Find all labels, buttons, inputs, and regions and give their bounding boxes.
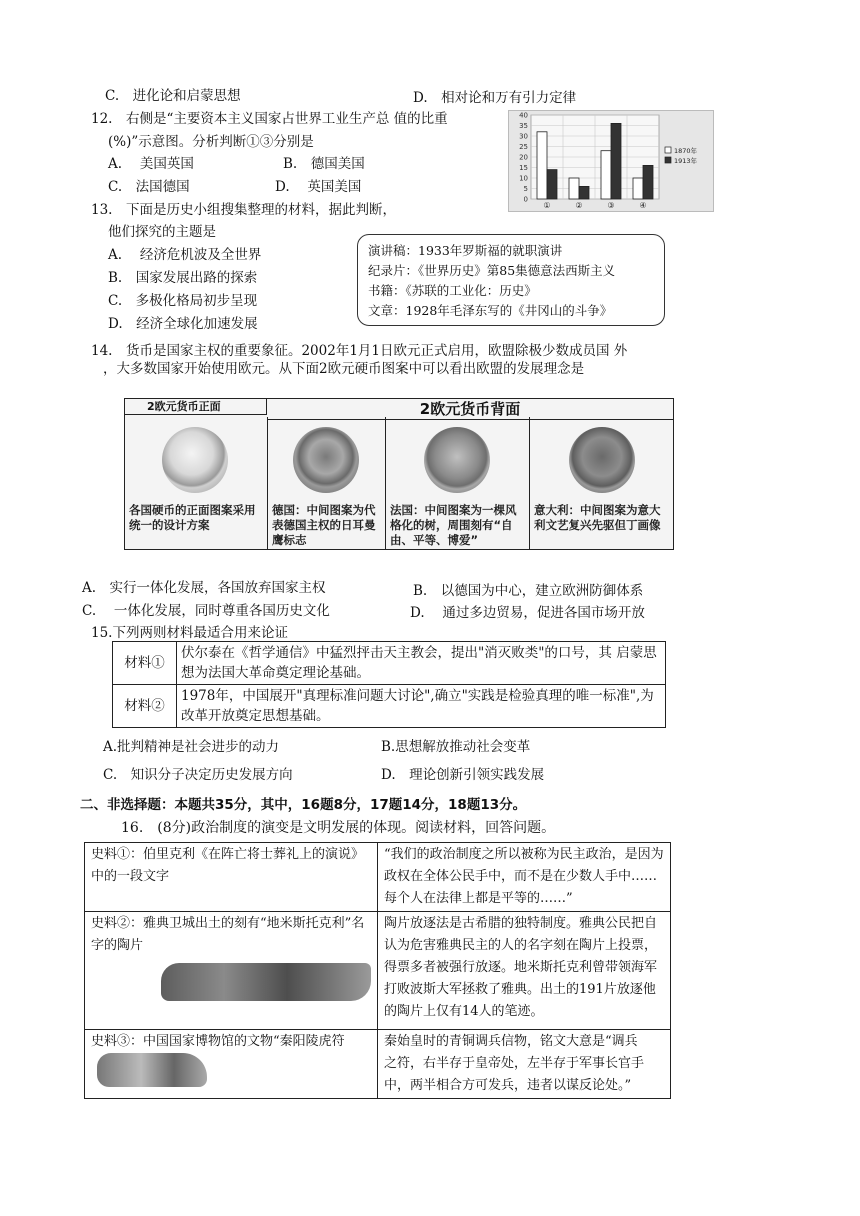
material-1-text: 伏尔泰在《哲学通信》中猛烈抨击天主教会，提出"消灭败类"的口号，其 启蒙思想为法国大革命奠定理论基础。 [177, 642, 666, 685]
source-3-cell [85, 1030, 378, 1099]
bar [611, 123, 621, 199]
tiger-tally-image [97, 1053, 207, 1087]
x-tick-label: ③ [607, 201, 615, 210]
source-3-label: 史料③：中国国家博物馆的文物“秦阳陵虎符 [91, 1034, 345, 1049]
source-1-text: “我们的政治制度之所以被称为民主政治，是因为政权在全体公民手中，而不是在少数人手中……每个人在法律上都是平等的……” [378, 843, 671, 912]
q15-option-a: A.批判精神是社会进步的动力 [103, 739, 280, 755]
front-header: 2欧元货币正面 [125, 399, 267, 415]
legend-label: 1913年 [674, 157, 698, 165]
x-tick-label: ① [543, 201, 551, 210]
legend-swatch [665, 157, 671, 163]
source-1-label: 史料①：伯里克利《在阵亡将士葬礼上的演说》中的一段文字 [85, 843, 378, 912]
back-header: 2欧元货币背面 [267, 399, 673, 420]
source-2-text: 陶片放逐法是古希腊的独特制度。雅典公民把自认为危害雅典民主的人的名字刻在陶片上投票，得票多者被强行放逐。地米斯托克利曾带领海军打败波斯大军拯救了雅典。出土的191片放逐他的陶片上仅有14人的笔迹。 [378, 912, 671, 1030]
source-2-label: 史料②：雅典卫城出土的刻有“地米斯托克利”名字的陶片 [91, 916, 365, 953]
q15-stem: 15.下列两则材料最适合用来论证 [91, 625, 288, 641]
bar [643, 165, 653, 199]
coin-common-image [162, 427, 228, 493]
material-1-label: 材料① [113, 642, 177, 685]
coin-caption: 意大利：中间图案为意大利文艺复兴先驱但丁画像 [534, 503, 661, 532]
legend-swatch [665, 147, 671, 153]
y-tick-label: 20 [519, 153, 528, 162]
q12-option-a: A. 美国英国 [108, 156, 194, 172]
ostracon-shard-image [161, 963, 371, 1001]
x-tick-label: ② [575, 201, 583, 210]
materials-box [357, 234, 665, 326]
q15-option-b: B.思想解放推动社会变革 [381, 739, 531, 755]
q15-option-d: D. 理论创新引领实践发展 [381, 767, 545, 783]
coin-cell-common [125, 417, 265, 549]
material-item: 文章：1928年毛泽东写的《井冈山的斗争》 [368, 303, 613, 318]
q14-option-c: C. 一体化发展，同时尊重各国历史文化 [82, 603, 330, 619]
y-tick-label: 30 [519, 132, 528, 141]
q15-materials-table [112, 641, 666, 728]
q14-option-a: A. 实行一体化发展，各国放弃国家主权 [82, 580, 326, 596]
euro-coin-table [124, 398, 674, 550]
legend-label: 1870年 [674, 147, 698, 155]
x-tick-label: ④ [639, 201, 647, 210]
q13-option-d: D. 经济全球化加速发展 [108, 316, 258, 332]
material-item: 书籍：《苏联的工业化：历史》 [368, 283, 537, 298]
y-tick-label: 5 [523, 185, 528, 193]
chart-svg [509, 111, 713, 211]
q13-option-b: B. 国家发展出路的探索 [108, 270, 258, 286]
q12-stem-line1: 12. 右侧是“主要资本主义国家占世界工业生产总 值的比重 [91, 111, 448, 127]
q13-option-c: C. 多极化格局初步呈现 [108, 293, 258, 309]
y-tick-label: 10 [519, 174, 528, 183]
y-tick-label: 25 [519, 143, 528, 151]
q12-option-d: D. 英国美国 [275, 179, 362, 195]
q13-stem-line2: 他们探究的主题是 [108, 224, 216, 240]
bar [569, 178, 579, 199]
coin-cell-france [385, 417, 528, 549]
material-item: 演讲稿：1933年罗斯福的就职演讲 [368, 243, 563, 258]
q16-sources-table [84, 842, 671, 1099]
bar [601, 151, 611, 199]
bar [547, 170, 557, 199]
coin-cell-germany [267, 417, 384, 549]
coin-caption: 德国：中间图案为代表德国主权的日耳曼鹰标志 [272, 503, 376, 547]
y-tick-label: 0 [523, 195, 528, 204]
source-3-text: 秦始皇时的青铜调兵信物，铭文大意是“调兵 之符，右半存于皇帝处，左半存于军事长官手 中，两半相合方可发兵，违者以谋反论处。” [378, 1030, 671, 1099]
bar [579, 186, 589, 199]
q14-stem-line1: 14. 货币是国家主权的重要象征。2002年1月1日欧元正式启用，欧盟除极少数成员国 外 [91, 343, 628, 359]
bar [537, 132, 547, 199]
q13-stem-line1: 13. 下面是历史小组搜集整理的材料，据此判断， [91, 202, 396, 218]
q14-stem-line2: ，大多数国家开始使用欧元。从下面2欧元硬币图案中可以看出欧盟的发展理念是 [103, 361, 585, 377]
coin-cell-italy [529, 417, 674, 549]
coin-france-image [424, 427, 490, 493]
q16-stem: 16. (8分)政治制度的演变是文明发展的体现。阅读材料，回答问题。 [121, 820, 556, 836]
section-2-heading: 二、非选择题：本题共35分，其中，16题8分，17题14分，18题13分。 [80, 797, 527, 813]
q11-option-c: C. 进化论和启蒙思想 [105, 88, 241, 104]
coin-caption: 各国硬币的正面图案采用统一的设计方案 [129, 503, 256, 532]
industrial-share-chart [508, 110, 714, 212]
material-item: 纪录片：《世界历史》第85集德意法西斯主义 [368, 263, 616, 278]
y-tick-label: 15 [519, 164, 528, 172]
q11-option-d: D. 相对论和万有引力定律 [413, 90, 577, 106]
y-tick-label: 40 [519, 111, 528, 120]
q14-option-d: D. 通过多边贸易，促进各国市场开放 [410, 605, 645, 621]
source-2-cell [85, 912, 378, 1030]
q12-option-c: C. 法国德国 [108, 179, 190, 195]
coin-germany-image [293, 427, 359, 493]
q12-stem-line2: (%)”示意图。分析判断①③分别是 [108, 134, 314, 150]
material-2-label: 材料② [113, 685, 177, 728]
coin-italy-image [569, 427, 635, 493]
coin-caption: 法国：中间图案为一棵风格化的树，周围刻有“自由、平等、博爱” [390, 503, 517, 547]
q15-option-c: C. 知识分子决定历史发展方向 [103, 767, 293, 783]
bar [633, 178, 643, 199]
q13-option-a: A. 经济危机波及全世界 [108, 247, 262, 263]
q12-option-b: B. 德国美国 [283, 156, 365, 172]
y-tick-label: 35 [519, 122, 528, 130]
material-2-text: 1978年，中国展开"真理标准问题大讨论",确立"实践是检验真理的唯一标准",为改革开放奠定思想基础。 [177, 685, 666, 728]
q14-option-b: B. 以德国为中心，建立欧洲防御体系 [413, 583, 644, 599]
